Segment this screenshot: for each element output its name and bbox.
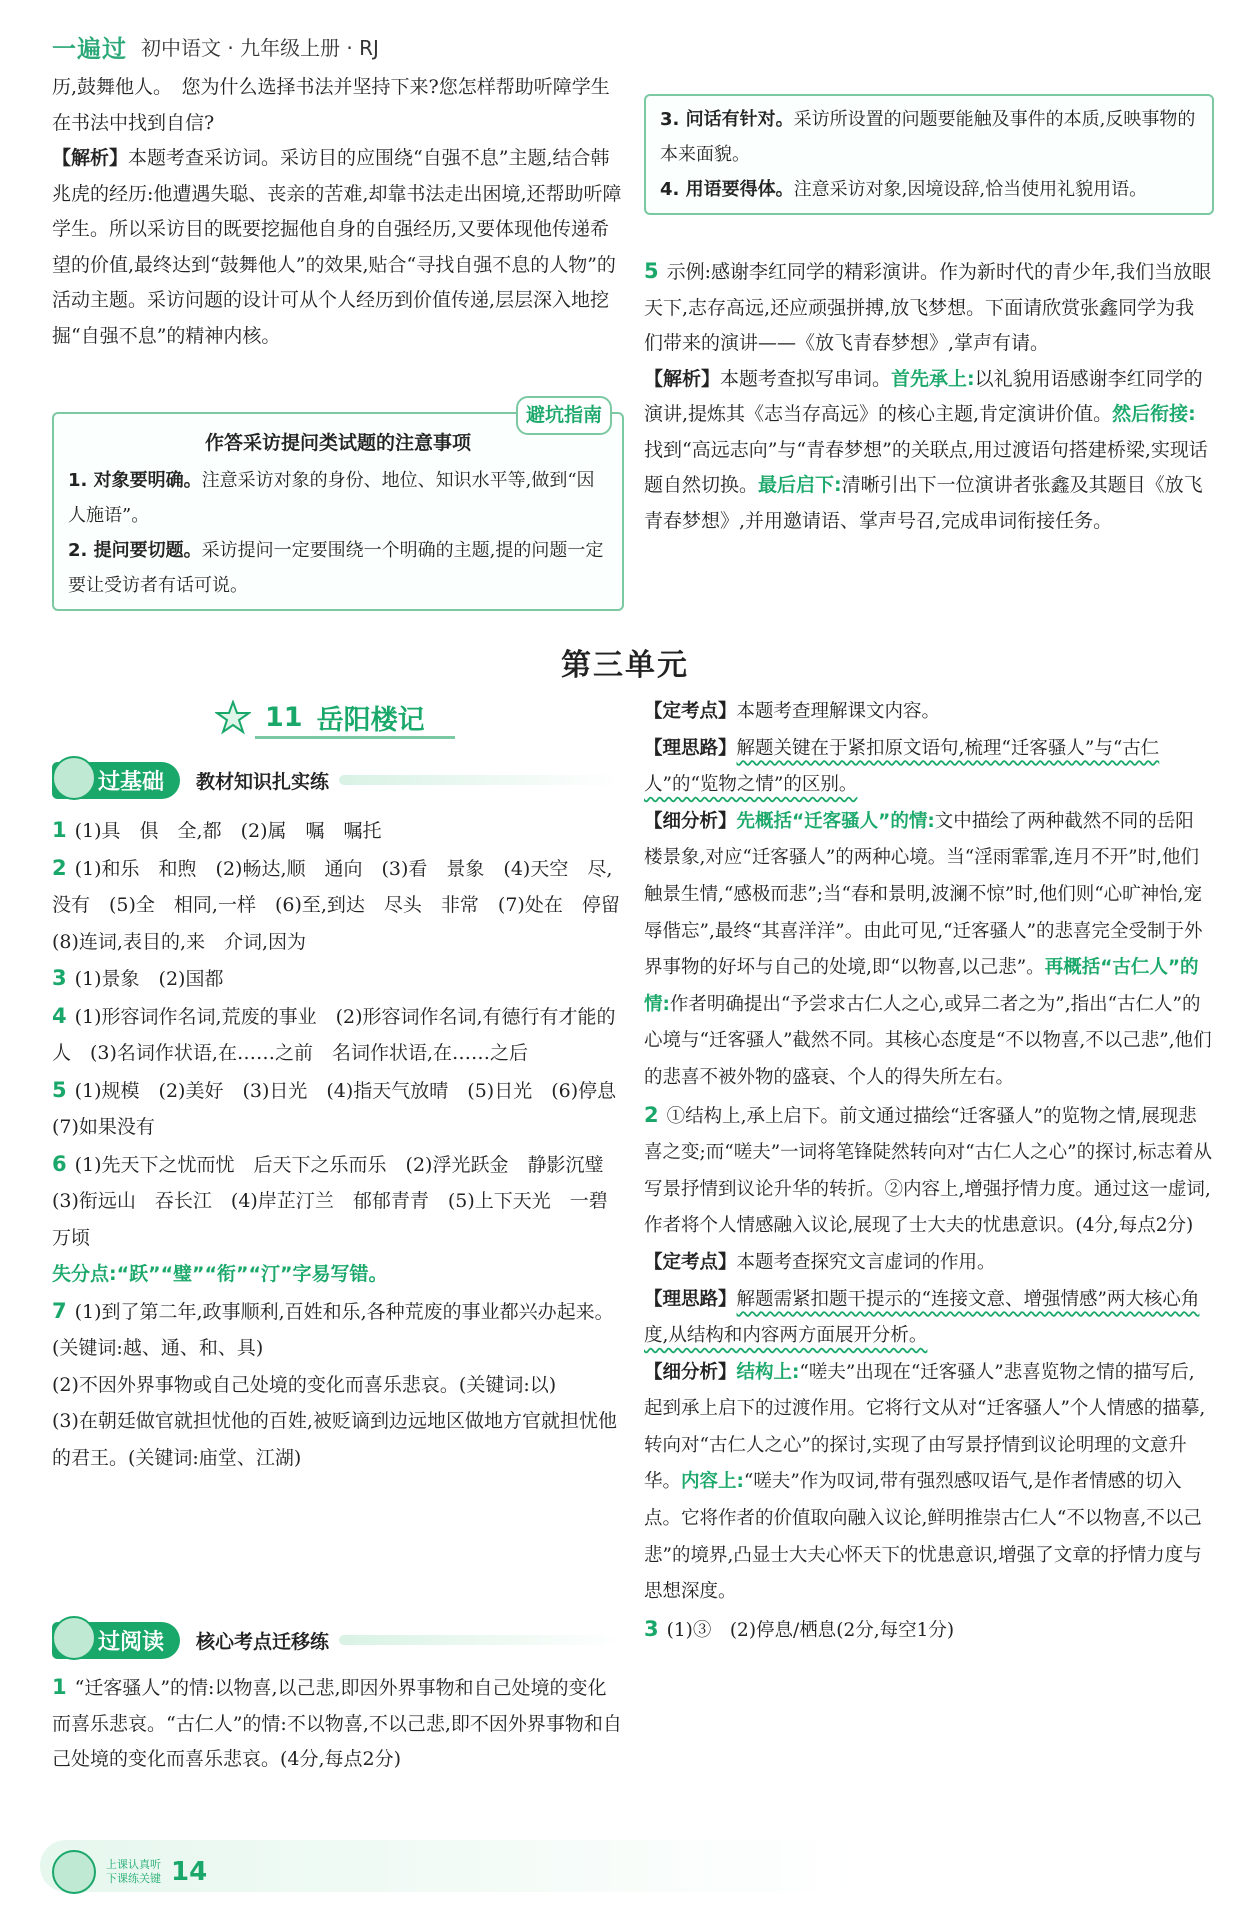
lesson-underline bbox=[255, 736, 455, 739]
answer-text: (1)形容词作名词,荒废的事业 (2)形容词作名词,有德行有才能的人 (3)名词作状语,在……之前 名词作状语,在……之后 bbox=[52, 1005, 616, 1064]
footer-slogan-line: 上课认真听 bbox=[106, 1858, 161, 1871]
answer-text: 示例:感谢李红同学的精彩演讲。作为新时代的青少年,我们当放眼天下,志存高远,还应顽强拼搏,放飞梦想。下面请欣赏张鑫同学为我们带来的演讲——《放飞青春梦想》,掌声有请。 bbox=[644, 261, 1212, 354]
section-rule bbox=[339, 775, 622, 785]
book-title: 初中语文 · 九年级上册 · RJ bbox=[141, 35, 379, 60]
analysis-tag: 【理思路】 bbox=[644, 1288, 737, 1310]
section-pill: 过阅读 bbox=[52, 1622, 180, 1659]
question-number: 3 bbox=[644, 1616, 659, 1641]
footer-slogan-line: 下课练关键 bbox=[106, 1872, 161, 1885]
answer-text: (1)③ (2)停息/栖息(2分,每空1分) bbox=[666, 1619, 955, 1641]
mascot-icon bbox=[52, 756, 96, 800]
answer-text: ①结构上,承上启下。前文通过描绘“迁客骚人”的览物之情,展现悲喜之变;而“嗟夫”一词将笔锋陡然转向对“古仁人之心”的探讨,标志着从写景抒情到议论升华的转折。②内容上,增强抒情力度。通过这一虚词,作者将个人情感融入议论,展现了士大夫的忧患意识。(4分,每点2分) bbox=[644, 1105, 1212, 1237]
question-5-answer bbox=[644, 254, 1212, 539]
brand-logo: 一遍过 bbox=[52, 34, 127, 63]
analysis-text: 本题考查拟写串词。 bbox=[720, 367, 892, 390]
answer-text: (1)景象 (2)国都 bbox=[74, 968, 224, 990]
tip-item-head: 3. 问话有针对。 bbox=[660, 109, 794, 130]
left-top-answer bbox=[52, 70, 622, 354]
answer-text: “迁客骚人”的情:以物喜,以己悲,即因外界事物和自己处境的变化而喜乐悲哀。“古仁人”的情:不以物喜,不以己悲,即不因外界事物和自己处境的变化而喜乐悲哀。(4分,每点2分) bbox=[52, 1677, 622, 1770]
analysis-text: 以礼貌用语感谢李红同学的演讲,提炼其《志当存高远》的核心主题,肯定演讲价值。 bbox=[644, 367, 1203, 425]
tip-item-text: 注意采访对象,因境设辞,恰当使用礼貌用语。 bbox=[793, 179, 1148, 200]
analysis-tag: 【解析】 bbox=[644, 367, 721, 390]
question-number: 3 bbox=[52, 966, 67, 990]
highlight-text: 内容上: bbox=[681, 1471, 744, 1493]
list-item bbox=[52, 998, 622, 1072]
list-item bbox=[52, 1293, 622, 1367]
page-footer bbox=[52, 1850, 207, 1894]
answer-text: (1)规模 (2)美好 (3)日光 (4)指天气放晴 (5)日光 (6)停息 (7)如果没有 bbox=[52, 1079, 636, 1138]
section-subtitle: 教材知识扎实练 bbox=[196, 770, 330, 793]
answer-text: (3)在朝廷做官就担忧他的百姓,被贬谪到边远地区做地方官就担忧他的君王。(关键词:庙堂、江湖) bbox=[52, 1410, 617, 1469]
answer-text: (1)先天下之忧而忧 后天下之乐而乐 (2)浮光跃金 静影沉璧 (3)衔远山 吞长江 (4)岸芷汀兰 郁郁青青 (5)上下天光 一碧万顷 bbox=[52, 1153, 623, 1249]
list-item bbox=[644, 1097, 1212, 1245]
footer-slogan bbox=[106, 1858, 161, 1886]
analysis-text: 解题关键在于紧扣原文语句,梳理“迁客骚人”与“古仁人”的“览物之情”的区别。 bbox=[644, 737, 1160, 796]
lose-point-note: 失分点:“跃”“璧”“衔”“汀”字易写错。 bbox=[52, 1263, 388, 1285]
section-reading bbox=[52, 1620, 622, 1660]
tip-item-text: 采访提问一定要围绕一个明确的主题,提的问题一定要让受访者有话可说。 bbox=[68, 540, 604, 596]
question-number: 7 bbox=[52, 1298, 67, 1323]
list-item bbox=[52, 1146, 622, 1257]
question-number: 5 bbox=[644, 259, 659, 283]
footer-band bbox=[40, 1840, 1210, 1892]
analysis-text: 本题考查采访词。采访目的应围绕“自强不息”主题,结合韩兆虎的经历:他遭遇失聪、丧亲的苦难,却靠书法走出困境,还帮助听障学生。所以采访目的既要挖掘他自身的自强经历,又要体现他传递希望的价值,最终达到“鼓舞他人”的效果,贴合“寻找自强不息的人物”的活动主题。采访问题的设计可从个人经历到价值传递,层层深入地挖掘“自强不息”的精神内核。 bbox=[52, 147, 622, 347]
section-rule bbox=[339, 1635, 622, 1645]
answer-text: (2)不因外界事物或自己处境的变化而喜乐悲哀。(关键词:以) bbox=[52, 1373, 557, 1396]
lesson-heading bbox=[215, 698, 425, 737]
question-number: 6 bbox=[52, 1151, 67, 1176]
analysis-tag: 【理思路】 bbox=[644, 737, 737, 759]
analysis-text: 本题考查理解课文内容。 bbox=[736, 701, 941, 722]
list-item bbox=[52, 1670, 622, 1778]
analysis-paragraph bbox=[644, 1355, 1212, 1611]
analysis-paragraph bbox=[644, 362, 1212, 540]
analysis-tag: 【定考点】 bbox=[644, 1251, 737, 1273]
list-item bbox=[52, 850, 639, 961]
question-number: 2 bbox=[644, 1102, 659, 1127]
page-header bbox=[52, 28, 379, 64]
analysis-tag: 【细分析】 bbox=[644, 810, 737, 832]
answer-text: (1)和乐 和煦 (2)畅达,顺 通向 (3)看 景象 (4)天空 尽,没有 (5)全 相同,一样 (6)至,到达 尽头 非常 (7)处在 停留 (8)连词,表目的,来 介词,因为 bbox=[52, 857, 639, 953]
tip-item bbox=[660, 172, 1198, 207]
analysis-paragraph bbox=[644, 731, 1212, 804]
analysis-paragraph bbox=[644, 694, 1212, 731]
analysis-text: 解题需紧扣题干提示的“连接文意、增强情感”两大核心角度,从结构和内容两方面展开分析。 bbox=[644, 1288, 1200, 1347]
unit-title: 第三单元 bbox=[561, 648, 689, 683]
list-item bbox=[52, 960, 622, 998]
analysis-text: 清晰引出下一位演讲者张鑫及其题目《放飞青春梦想》,并用邀请语、掌声号召,完成串词衔接任务。 bbox=[644, 474, 1203, 532]
tip-item-head: 1. 对象要明确。 bbox=[68, 470, 202, 491]
answer-paragraph bbox=[644, 254, 1212, 362]
list-item bbox=[52, 1072, 636, 1146]
answer-text: (1)具 俱 全,都 (2)属 嘱 嘱托 bbox=[74, 820, 382, 842]
reading-analysis bbox=[644, 694, 1212, 1649]
tip-item bbox=[68, 533, 608, 603]
tip-item bbox=[660, 102, 1198, 172]
answer-text: (1)到了第二年,政事顺利,百姓和乐,各种荒废的事业都兴办起来。(关键词:越、通、和、具) bbox=[52, 1300, 614, 1359]
section-subtitle: 核心考点迁移练 bbox=[196, 1630, 330, 1653]
analysis-paragraph bbox=[52, 141, 622, 354]
analysis-text: 文中描绘了两种截然不同的岳阳楼景象,对应“迁客骚人”的两种心境。当“淫雨霏霏,连月不开”时,他们触景生情,“感极而悲”;当“春和景明,波澜不惊”时,他们则“心旷神怡,宠辱偕忘”,最终“其喜洋洋”。由此可见,“迁客骚人”的悲喜完全受制于外界事物的好坏与自己的处境,即“以物喜,以己悲”。 bbox=[644, 810, 1203, 979]
mascot-icon bbox=[52, 1850, 96, 1894]
question-number: 2 bbox=[52, 855, 67, 880]
highlight-text: 最后启下: bbox=[758, 474, 842, 496]
tip-item-head: 4. 用语要得体。 bbox=[660, 179, 794, 200]
analysis-text: “嗟夫”作为叹词,带有强烈感叹语气,是作者情感的切入点。它将作者的价值取向融入议论,鲜明推崇古仁人“不以物喜,不以己悲”的境界,凸显士大夫心怀天下的忧患意识,增强了文章的抒情力度与思想深度。 bbox=[644, 1471, 1202, 1603]
tip-item-text: 采访所设置的问题要能触及事件的本质,反映事物的本来面貌。 bbox=[660, 109, 1196, 165]
question-number: 1 bbox=[52, 1675, 67, 1699]
page-number: 14 bbox=[171, 1857, 208, 1887]
tip-box-continued bbox=[644, 94, 1214, 215]
question-number: 1 bbox=[52, 818, 67, 842]
analysis-tag: 【解析】 bbox=[52, 147, 129, 169]
mascot-icon bbox=[52, 1616, 96, 1660]
highlight-text: 结构上: bbox=[736, 1361, 800, 1383]
tip-box bbox=[52, 404, 624, 611]
tip-box-tab: 避坑指南 bbox=[516, 396, 612, 435]
analysis-text: 作者明确提出“予尝求古仁人之心,或异二者之为”,指出“古仁人”的心境与“迁客骚人”截然不同。其核心态度是“不以物喜,不以己悲”,他们的悲喜不被外物的盛衰、个人的得失所左右。 bbox=[644, 993, 1212, 1088]
tip-box-title: 作答采访提问类试题的注意事项 bbox=[204, 432, 471, 454]
analysis-tag: 【细分析】 bbox=[644, 1361, 737, 1383]
highlight-text: 再概括“古仁人”的情: bbox=[644, 957, 1199, 1015]
lesson-number: 11 bbox=[265, 702, 303, 733]
tip-item-text: 注意采访对象的身份、地位、知识水平等,做到“因人施语”。 bbox=[68, 470, 595, 526]
analysis-text: “嗟夫”出现在“迁客骚人”悲喜览物之情的描写后,起到承上启下的过渡作用。它将行文从对“迁客骚人”个人情感的描摹,转向对“古仁人之心”的探讨,实现了由写景抒情到议论明理的文意升华。 bbox=[644, 1361, 1206, 1493]
tip-item-head: 2. 提问要切题。 bbox=[68, 540, 202, 561]
lesson-title: 岳阳楼记 bbox=[316, 705, 425, 736]
analysis-text: 找到“高远志向”与“青春梦想”的关联点,用过渡语句搭建桥梁,实现话题自然切换。 bbox=[644, 438, 1208, 496]
question-number: 5 bbox=[52, 1077, 67, 1102]
list-item bbox=[52, 812, 622, 850]
basics-answers bbox=[52, 812, 639, 1476]
analysis-paragraph bbox=[644, 1245, 1212, 1282]
analysis-tag: 【定考点】 bbox=[644, 701, 737, 722]
analysis-paragraph bbox=[644, 1282, 1212, 1355]
highlight-text: 先概括“迁客骚人”的情: bbox=[736, 810, 935, 832]
star-icon bbox=[215, 700, 251, 736]
list-item bbox=[644, 1611, 1212, 1650]
analysis-paragraph bbox=[644, 804, 1212, 1097]
section-basics bbox=[52, 760, 622, 800]
reading-answer-1 bbox=[52, 1670, 622, 1778]
question-number: 4 bbox=[52, 1003, 67, 1028]
section-pill: 过基础 bbox=[52, 762, 180, 799]
analysis-text: 本题考查探究文言虚词的作用。 bbox=[736, 1251, 996, 1273]
answer-paragraph: 历,鼓舞他人。 您为什么选择书法并坚持下来?您怎样帮助听障学生在书法中找到自信? bbox=[52, 76, 610, 134]
tip-item bbox=[68, 463, 608, 533]
highlight-text: 然后衔接: bbox=[1112, 403, 1196, 425]
highlight-text: 首先承上: bbox=[891, 367, 975, 390]
